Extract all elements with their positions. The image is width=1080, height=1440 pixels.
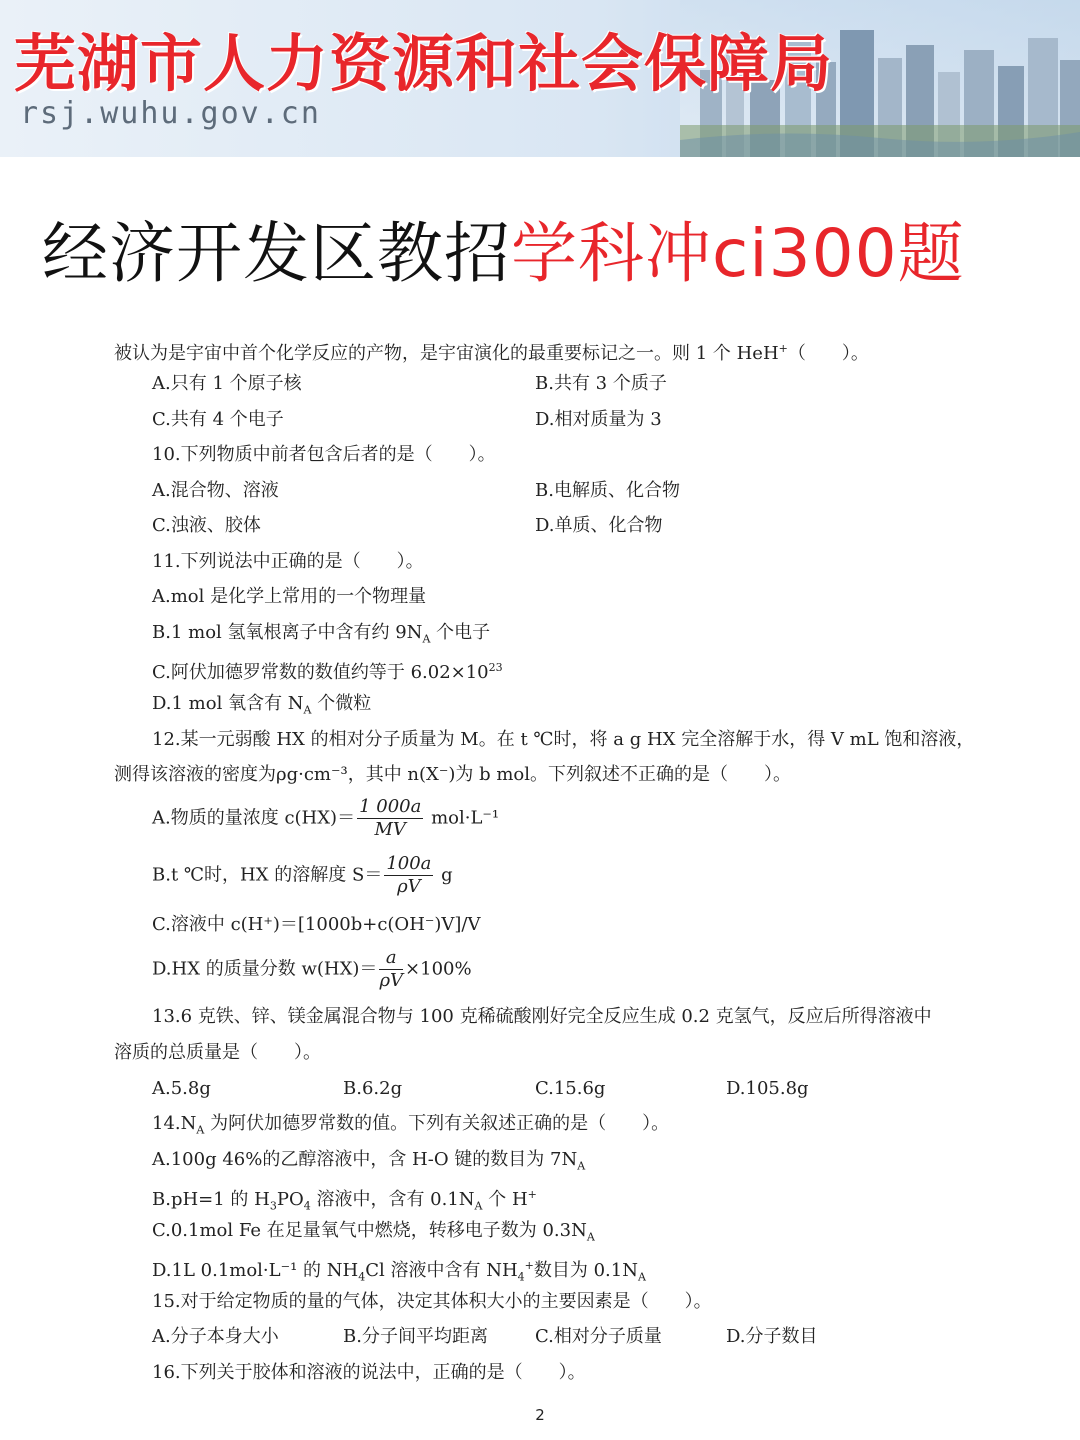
- q15-option-d: D.分子数目: [726, 1326, 818, 1347]
- q12-option-a: A.物质的量浓度 c(HX)＝ $\frac{1 000a}{MV}$ mol·L⁻¹: [152, 796, 500, 840]
- q14-option-b: B.pH=1 的 $H_3PO_4$ 溶液中，含有 $0.1N_A$ 个 H+: [152, 1188, 537, 1213]
- q9-option-a: A.只有 1 个原子核: [152, 373, 302, 394]
- fraction: $\frac{a}{\rho V}$: [379, 947, 404, 991]
- q15-option-b: B.分子间平均距离: [343, 1326, 488, 1347]
- q9-option-d: D.相对质量为 3: [535, 409, 662, 430]
- headline-part2: 学科冲ci300题: [511, 215, 965, 292]
- page-headline: [42, 200, 965, 295]
- q10-option-d: D.单质、化合物: [535, 515, 663, 536]
- q11-stem: 11.下列说法中正确的是（ ）。: [152, 551, 424, 572]
- q15-option-c: C.相对分子质量: [535, 1326, 662, 1347]
- q12-stem-line2: 测得该溶液的密度为ρg·cm⁻³，其中 n(X⁻)为 b mol。下列叙述不正确的是（ ）。: [114, 764, 791, 785]
- q15-stem: 15.对于给定物质的量的气体，决定其体积大小的主要因素是（ ）。: [152, 1291, 712, 1312]
- q12-option-c: C.溶液中 c(H⁺)＝[1000b+c(OH⁻)V]/V: [152, 914, 481, 935]
- q9-option-b: B.共有 3 个质子: [535, 373, 667, 394]
- header-banner: [0, 0, 1080, 157]
- fraction: $\frac{100a}{\rho V}$: [386, 853, 432, 897]
- q13-stem-line2: 溶质的总质量是（ ）。: [114, 1042, 321, 1063]
- q10-option-a: A.混合物、溶液: [152, 480, 279, 501]
- q10-option-b: B.电解质、化合物: [535, 480, 680, 501]
- q14-option-d: D.1L 0.1mol·L⁻¹ 的 $NH_4Cl$ 溶液中含有 $NH_4^+$数目为 $0.1N_A$: [152, 1259, 646, 1284]
- q12-option-d: D.HX 的质量分数 w(HX)＝ $\frac{a}{\rho V}$ ×100%: [152, 947, 472, 991]
- q9-option-c: C.共有 4 个电子: [152, 409, 284, 430]
- q11-option-b: B.1 mol 氢氧根离子中含有约 $9N_A$ 个电子: [152, 622, 491, 646]
- q14-option-a: A.100g 46%的乙醇溶液中，含 H-O 键的数目为 $7N_A$: [152, 1149, 586, 1173]
- q14-option-c: C.0.1mol Fe 在足量氧气中燃烧，转移电子数为 $0.3N_A$: [152, 1220, 595, 1244]
- q13-stem-line1: 13.6 克铁、锌、镁金属混合物与 100 克稀硫酸刚好完全反应生成 0.2 克氢气，反应后所得溶液中: [152, 1006, 932, 1027]
- q10-stem: 10.下列物质中前者包含后者的是（ ）。: [152, 444, 496, 465]
- q12-stem-line1: 12.某一元弱酸 HX 的相对分子质量为 M。在 t ℃时，将 a g HX 完全溶解于水，得 V mL 饱和溶液，: [152, 729, 975, 750]
- q16-stem: 16.下列关于胶体和溶液的说法中，正确的是（ ）。: [152, 1362, 586, 1383]
- q11-option-a: A.mol 是化学上常用的一个物理量: [152, 586, 427, 607]
- q13-option-b: B.6.2g: [343, 1078, 403, 1099]
- q12-option-b: B.t ℃时，HX 的溶解度 S＝ $\frac{100a}{\rho V}$ g: [152, 853, 453, 897]
- q13-option-d: D.105.8g: [726, 1078, 809, 1099]
- q15-option-a: A.分子本身大小: [152, 1326, 279, 1347]
- fraction: $\frac{1 000a}{MV}$: [359, 796, 422, 840]
- q13-option-c: C.15.6g: [535, 1078, 606, 1099]
- banner-url[interactable]: rsj.wuhu.gov.cn: [20, 96, 321, 131]
- q14-stem: $14.N_A$ 为阿伏加德罗常数的值。下列有关叙述正确的是（ ）。: [152, 1113, 670, 1137]
- q9-stem: 被认为是宇宙中首个化学反应的产物，是宇宙演化的最重要标记之一。则 1 个 HeH+（ ）。: [114, 342, 869, 364]
- banner-title: 芜湖市人力资源和社会保障局: [14, 27, 834, 100]
- q11-option-d: D.1 mol 氧含有 $N_A$ 个微粒: [152, 693, 372, 717]
- q13-option-a: A.5.8g: [152, 1078, 211, 1099]
- q10-option-c: C.浊液、胶体: [152, 515, 261, 536]
- q11-option-c: C.阿伏加德罗常数的数值约等于 $6.02\times 10^{23}$: [152, 661, 503, 683]
- headline-part1: 经济开发区教招: [42, 215, 511, 292]
- page-number: 2: [535, 1406, 545, 1424]
